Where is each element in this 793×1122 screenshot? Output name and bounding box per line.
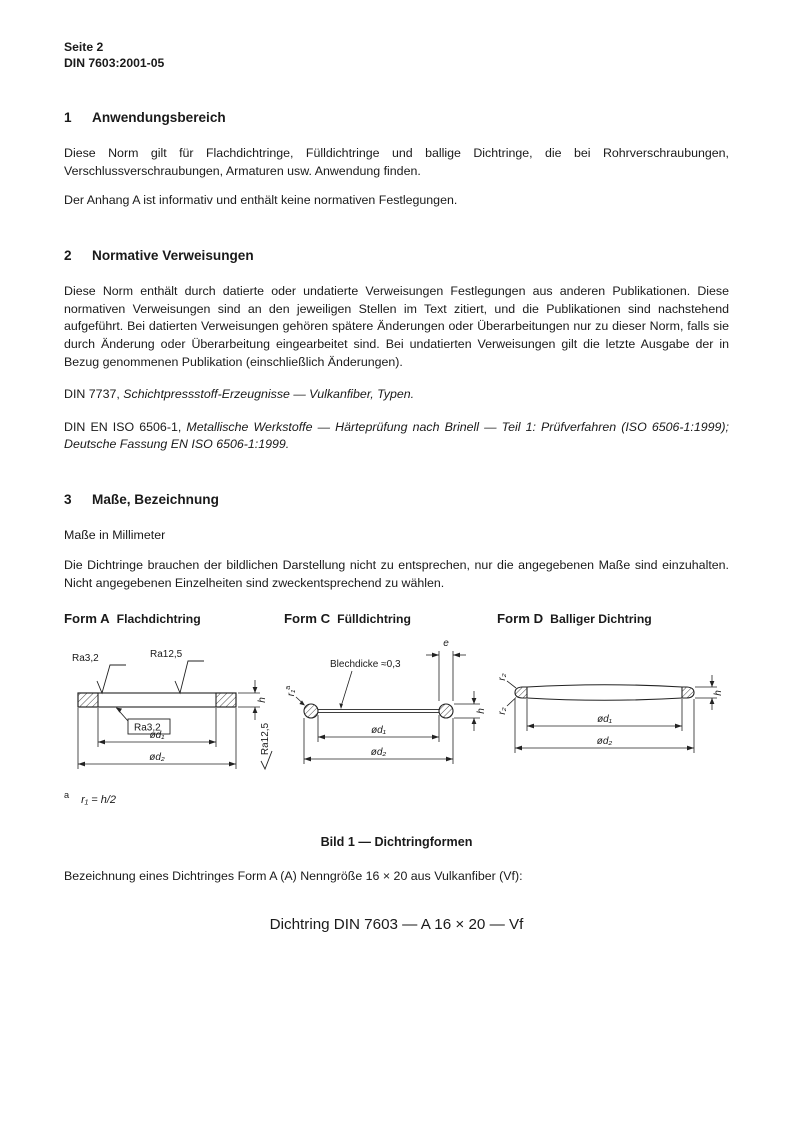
- designation-intro: Bezeichnung eines Dichtringes Form A (A) Nenngröße 16 × 20 aus Vulkanfiber (Vf):: [64, 869, 523, 884]
- section-3-paragraph-1: Die Dichtringe brauchen der bildlichen Darstellung nicht zu entsprechen, nur die angegebenen Maße sind einzuhalten. Nicht angegebenen Einzelheiten sind zweckentsprechend zu wählen.: [64, 557, 729, 590]
- form-d-subtitle: Balliger Dichtring: [550, 612, 652, 627]
- section-2-number: 2: [64, 247, 72, 263]
- page-header: [64, 40, 729, 72]
- normative-reference-1: [64, 386, 729, 404]
- dimension-e: [426, 651, 466, 701]
- form-d-heading: [497, 610, 729, 629]
- form-a-drawing: [64, 633, 276, 783]
- form-d-column: [497, 610, 729, 783]
- form-d-drawing: [497, 633, 729, 783]
- r1-leader: [296, 697, 305, 706]
- dim-label-h: h: [713, 690, 724, 696]
- units-note: Maße in Millimeter: [64, 528, 166, 543]
- form-a-name: Form A: [64, 611, 110, 627]
- form-c-name: Form C: [284, 611, 331, 627]
- ring-section: [515, 685, 694, 701]
- section-1-number: 1: [64, 109, 72, 125]
- washer-section: [78, 693, 236, 707]
- section-1-heading: [64, 108, 729, 127]
- dim-label-e: e: [443, 637, 449, 649]
- ra-label-top-left: Ra3,2: [72, 652, 99, 664]
- dim-label-d1: ød₁: [149, 729, 165, 741]
- r2-label-top: r₂: [497, 673, 508, 681]
- ring-section: [304, 704, 453, 718]
- footnote-text: r₁ = h/2: [81, 793, 117, 806]
- reference-2-label: DIN EN ISO 6506-1,: [64, 419, 182, 434]
- normative-reference-2: [64, 419, 729, 454]
- surface-finish-symbol-icon: [97, 661, 204, 693]
- dim-label-d2: ød₂: [596, 735, 613, 747]
- dim-label-d1: ød₁: [597, 713, 612, 725]
- ra-label-side: Ra12,5: [260, 722, 271, 755]
- form-c-heading: [284, 610, 489, 629]
- reference-1-title: Schichtpressstoff-Erzeugnisse — Vulkanfiber, Typen.: [123, 387, 415, 402]
- section-2-heading: [64, 246, 729, 265]
- sheet-thickness-label: Blechdicke ≈0,3: [330, 658, 401, 670]
- section-1-paragraph-2: Der Anhang A ist informativ und enthält keine normativen Festlegungen.: [64, 193, 458, 208]
- reference-1-label: DIN 7737,: [64, 387, 120, 402]
- section-3-title: Maße, Bezeichnung: [92, 492, 219, 508]
- r2-label-bottom: r₂: [497, 707, 508, 715]
- form-c-column: [284, 610, 489, 783]
- reference-2-title: Metallische Werkstoffe — Härteprüfung nach Brinell — Teil 1: Prüfverfahren (ISO 6506-1:1999); Deutsche Fassung EN ISO 6506-1:1999.: [64, 419, 729, 452]
- form-d-name: Form D: [497, 611, 544, 627]
- form-a-subtitle: Flachdichtring: [116, 612, 201, 627]
- dim-label-h: h: [476, 708, 487, 714]
- ra-label-boxed: Ra3,2: [134, 722, 161, 734]
- sheet-thickness-leader: [339, 671, 352, 709]
- page-number: Seite 2: [64, 40, 104, 54]
- dim-label-d2: ød₂: [149, 751, 165, 763]
- dim-label-d1: ød₁: [371, 724, 386, 736]
- r2-leader-top: [507, 681, 516, 688]
- footnote-marker: a: [64, 789, 70, 800]
- ra-label-top-right: Ra12,5: [150, 648, 183, 660]
- section-2-paragraph-1: Diese Norm enthält durch datierte oder undatierte Verweisungen Festlegungen aus anderen Publikationen. Diese normativen Verweisungen sind an den jeweiligen Stellen im Text zitiert, und die Publikationen sind nachstehend aufgeführt. Bei datierten Verweisungen gehören spätere Änderungen oder Überarbeitungen nur zu dieser Norm, falls sie durch Änderung oder Überarbeitung eingearbeitet sind. Bei undatierten Verweisungen gilt die letzte Ausgabe der in Bezug genommenen Publikation (einschließlich Änderungen).: [64, 284, 729, 369]
- form-a-column: [64, 610, 276, 783]
- figure-1: [64, 610, 729, 783]
- designation-example: Dichtring DIN 7603 — A 16 × 20 — Vf: [269, 915, 524, 933]
- form-c-drawing: [284, 633, 489, 783]
- section-1-paragraph-1: Diese Norm gilt für Flachdichtringe, Fülldichtringe und ballige Dichtringe, die bei Rohrverschraubungen, Verschlussverschraubungen, Armaturen usw. Anwendung finden.: [64, 146, 729, 178]
- form-c-subtitle: Fülldichtring: [337, 612, 411, 627]
- figure-footnote: [64, 789, 729, 808]
- form-a-heading: [64, 610, 276, 629]
- dim-label-d2: ød₂: [370, 746, 387, 758]
- r1-label: r₁$^a$: [285, 685, 297, 697]
- figure-caption: Bild 1 — Dichtringformen: [320, 835, 473, 850]
- section-3-number: 3: [64, 492, 72, 508]
- dim-label-h: h: [257, 697, 268, 703]
- section-3-heading: [64, 490, 729, 509]
- doc-number: DIN 7603:2001-05: [64, 55, 165, 70]
- section-2-title: Normative Verweisungen: [92, 247, 254, 263]
- section-1-title: Anwendungsbereich: [92, 109, 226, 125]
